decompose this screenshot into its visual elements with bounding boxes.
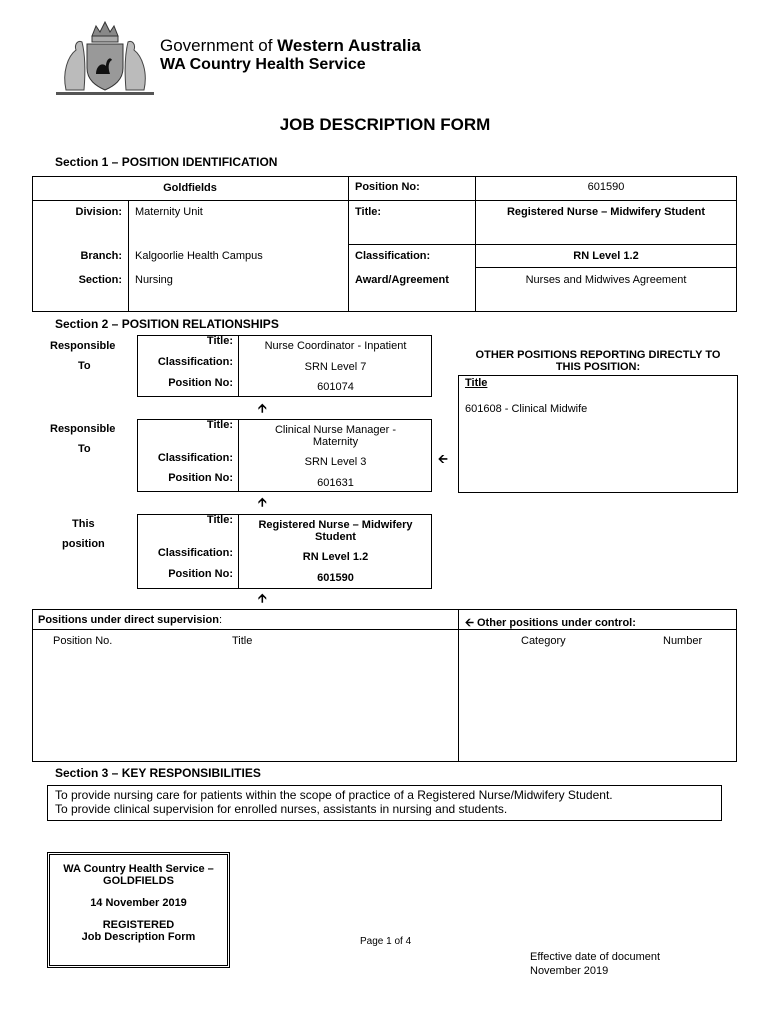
classification-label: Classification: xyxy=(355,250,431,262)
col-title: Title xyxy=(232,635,253,647)
up-arrow-icon-2: 🡩 xyxy=(258,495,267,509)
box3-position-no-label: Position No: xyxy=(168,568,233,580)
up-arrow-icon-3: 🡩 xyxy=(258,591,267,605)
effective-date-value: November 2019 xyxy=(530,965,609,977)
box2-position-no-label: Position No: xyxy=(168,472,233,484)
stamp-line1: WA Country Health Service – xyxy=(63,863,214,875)
box2-position-no: 601631 xyxy=(317,477,354,489)
wa-crest-logo xyxy=(56,16,154,96)
award-value: Nurses and Midwives Agreement xyxy=(525,274,687,286)
other-positions-box xyxy=(458,375,738,493)
section-label: Section: xyxy=(78,274,122,286)
section3-heading: Section 3 – KEY RESPONSIBILITIES xyxy=(55,766,261,780)
section2-heading: Section 2 – POSITION RELATIONSHIPS xyxy=(55,317,279,331)
stamp-date: 14 November 2019 xyxy=(90,897,187,909)
section-value: Nursing xyxy=(135,274,173,286)
title-value: Registered Nurse – Midwifery Student xyxy=(506,206,706,218)
responsibility-line-1: To provide nursing care for patients within the scope of practice of a Registered Nurse/Midwifery Student. xyxy=(55,788,613,802)
other-positions-heading-line1: OTHER POSITIONS REPORTING DIRECTLY TO xyxy=(475,349,721,361)
box1-title: Nurse Coordinator - Inpatient xyxy=(264,340,407,352)
box3-classification-label: Classification: xyxy=(157,547,233,559)
position-label: position xyxy=(62,538,105,550)
government-heading: Government of Western Australia xyxy=(160,36,421,55)
left-arrow-icon: 🡨 xyxy=(438,452,448,466)
branch-label: Branch: xyxy=(80,250,122,262)
up-arrow-icon: 🡩 xyxy=(258,401,267,415)
region-label: Goldfields xyxy=(163,182,217,194)
box2-title-line1: Clinical Nurse Manager - xyxy=(274,424,397,436)
responsibility-line-2: To provide clinical supervision for enrolled nurses, assistants in nursing and students. xyxy=(55,802,508,816)
col-position-no: Position No. xyxy=(53,635,113,647)
page-number: Page 1 of 4 xyxy=(360,936,412,947)
box2-classification: SRN Level 3 xyxy=(304,456,367,468)
box2-classification-label: Classification: xyxy=(157,452,233,464)
stamp-registered: REGISTERED xyxy=(102,919,175,931)
classification-value: RN Level 1.2 xyxy=(573,250,639,262)
title-label: Title: xyxy=(355,206,382,218)
box2-title-label: Title: xyxy=(206,419,233,431)
registration-stamp xyxy=(47,852,230,968)
this-label: This xyxy=(72,518,95,530)
responsible-label-1: Responsible xyxy=(50,340,116,352)
stamp-form: Job Description Form xyxy=(81,931,196,943)
division-label: Division: xyxy=(75,206,122,218)
division-value: Maternity Unit xyxy=(135,206,203,218)
box1-classification-label: Classification: xyxy=(157,356,233,368)
left-arrow-icon-3: 🡨 xyxy=(465,617,474,629)
box3-title-line2: Student xyxy=(315,531,356,543)
branch-value: Kalgoorlie Health Campus xyxy=(135,250,263,262)
box3-classification: RN Level 1.2 xyxy=(302,551,369,563)
other-positions-heading-line2: THIS POSITION: xyxy=(555,361,641,373)
other-positions-title-label: Title xyxy=(465,377,488,389)
box3-title-line1: Registered Nurse – Midwifery xyxy=(258,519,413,531)
service-heading: WA Country Health Service xyxy=(160,56,366,73)
box2-title-line2: Maternity xyxy=(312,436,359,448)
box1-position-no-label: Position No: xyxy=(168,377,233,389)
box3-title-label: Title: xyxy=(206,514,233,526)
stamp-line2: GOLDFIELDS xyxy=(103,875,174,887)
other-position-item: 601608 - Clinical Midwife xyxy=(465,403,588,415)
box3-position-no: 601590 xyxy=(317,572,354,584)
box1-classification: SRN Level 7 xyxy=(304,361,367,373)
col-number: Number xyxy=(663,635,703,647)
supervision-label: Positions under direct supervision: xyxy=(38,614,222,626)
responsible-label-2: Responsible xyxy=(50,423,116,435)
page-title: JOB DESCRIPTION FORM xyxy=(279,115,491,134)
to-label-1: To xyxy=(78,360,91,372)
award-label: Award/Agreement xyxy=(355,274,449,286)
effective-date-label: Effective date of document xyxy=(530,951,661,963)
position-no-value: 601590 xyxy=(587,181,625,193)
box1-title-label: Title: xyxy=(206,335,233,347)
col-category: Category xyxy=(521,635,566,647)
box1-position-no: 601074 xyxy=(317,381,354,393)
other-control-label: 🡨 Other positions under control: xyxy=(465,617,636,629)
to-label-2: To xyxy=(78,443,91,455)
position-no-label: Position No: xyxy=(355,181,420,193)
section1-heading: Section 1 – POSITION IDENTIFICATION xyxy=(55,155,278,169)
